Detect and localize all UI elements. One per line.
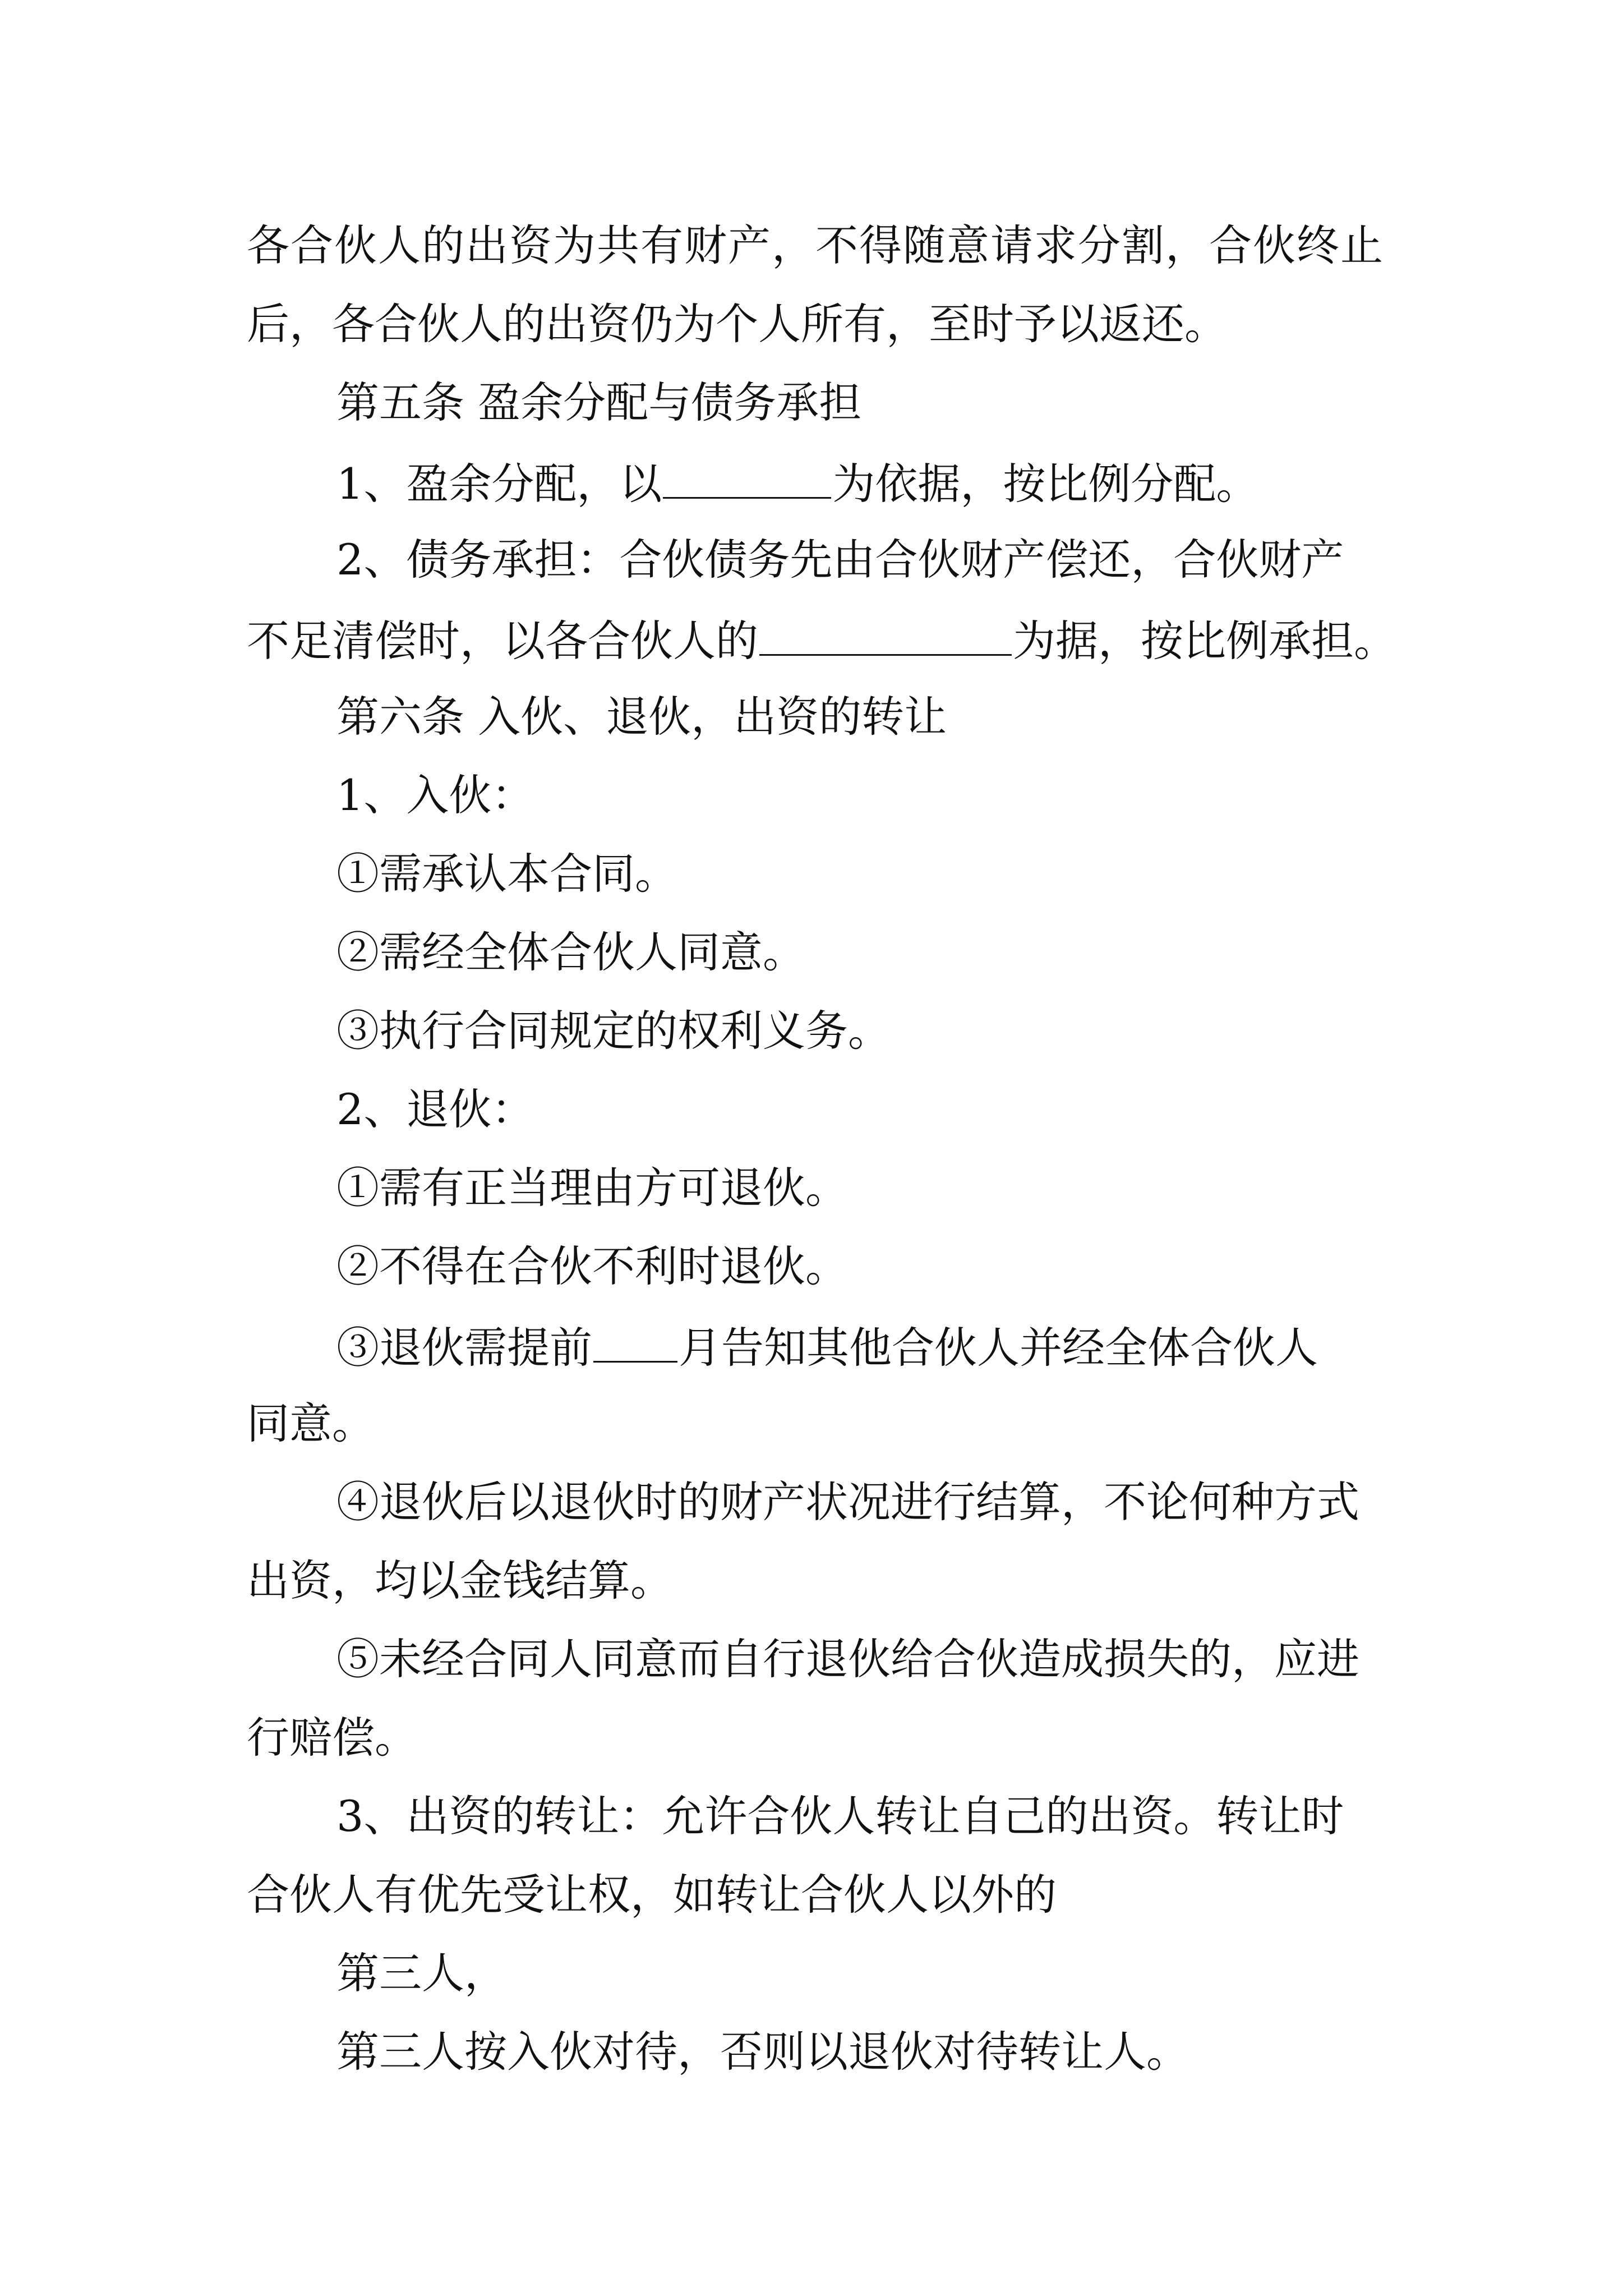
text-p1-line2: 后，各合伙人的出资仍为个人所有，至时予以返还。 (247, 299, 1227, 349)
article-6-item-3-line3 (336, 1948, 507, 1998)
article-5-item-1 (336, 459, 1259, 509)
article-5-item-1-post: 为依据，按比例分配。 (832, 459, 1259, 509)
fill-blank-surplus-basis (663, 460, 831, 499)
paragraph-line (247, 299, 1227, 349)
article-6-item-3-text: 3、出资的转让：允许合伙人转让自己的出资。转让时 (336, 1791, 1344, 1841)
article-6-item-2-4-line2-text: 出资，均以金钱结算。 (247, 1556, 673, 1605)
article-6-item-2-5-line2 (247, 1713, 417, 1763)
article-5-item-2-text: 2、债务承担：合伙债务先由合伙财产偿还，合伙财产 (336, 535, 1344, 585)
article-6-item-2-3-line2 (247, 1398, 375, 1448)
article-6-item-1-2-text: ②需经全体合伙人同意。 (336, 927, 805, 977)
article-6-item-3-line4 (336, 2027, 1189, 2077)
article-6-item-3-line4-text: 第三人按入伙对待，否则以退伙对待转让人。 (336, 2027, 1189, 2077)
article-6-title-text: 第六条 入伙、退伙，出资的转让 (336, 692, 947, 742)
article-6-item-1-2 (336, 927, 805, 977)
article-5-item-2-line2 (247, 616, 1396, 666)
article-6-item-2-1-text: ①需有正当理由方可退伙。 (336, 1163, 848, 1213)
article-6-item-2-3-pre: ③退伙需提前 (336, 1323, 592, 1373)
fill-blank-debt-basis (759, 617, 1012, 656)
text-p1-line1: 各合伙人的出资为共有财产，不得随意请求分割，合伙终止 (247, 220, 1384, 270)
article-5-item-2-post: 为据，按比例承担。 (1013, 616, 1396, 666)
article-6-item-2-5-line2-text: 行赔偿。 (247, 1713, 417, 1763)
article-6-item-3-line2-text: 合伙人有优先受让权，如转让合伙人以外的 (247, 1870, 1057, 1920)
article-6-item-2-3-post: 月告知其他合伙人并经全体合伙人 (679, 1323, 1318, 1373)
fill-blank-notice-months (593, 1324, 677, 1363)
article-6-item-1-text: 1、入伙： (336, 770, 534, 820)
article-6-item-1-1-text: ①需承认本合同。 (336, 849, 677, 899)
article-6-item-2-3-line2-text: 同意。 (247, 1398, 375, 1448)
article-6-item-3-line1 (336, 1791, 1344, 1841)
article-6-item-2-4-text: ④退伙后以退伙时的财产状况进行结算，不论何种方式 (336, 1477, 1359, 1527)
article-6-item-1-3-text: ③执行合同规定的权利义务。 (336, 1006, 891, 1056)
article-5-item-1-pre: 1、盈余分配，以 (336, 459, 662, 509)
article-6-item-1-3 (336, 1006, 891, 1056)
article-6-item-3-line3-text: 第三人， (336, 1948, 507, 1998)
article-5-item-2-pre: 不足清偿时，以各合伙人的 (247, 616, 758, 666)
article-6-item-2-1 (336, 1163, 848, 1213)
article-6-item-2 (336, 1084, 534, 1134)
article-6-item-2-5-text: ⑤未经合同人同意而自行退伙给合伙造成损失的，应进 (336, 1634, 1359, 1684)
article-6-item-1 (336, 770, 534, 820)
article-6-item-2-text: 2、退伙： (336, 1084, 534, 1134)
article-6-title (336, 692, 947, 742)
article-5-item-2-line1 (336, 535, 1344, 585)
paragraph-line (247, 220, 1385, 270)
article-6-item-2-3-line1 (336, 1323, 1318, 1373)
article-5-title (336, 378, 862, 427)
article-6-item-3-line2 (247, 1870, 1057, 1920)
article-6-item-2-4-line1 (336, 1477, 1359, 1527)
article-6-item-2-2-text: ②不得在合伙不利时退伙。 (336, 1241, 848, 1291)
article-6-item-2-5-line1 (336, 1634, 1359, 1684)
article-6-item-2-2 (336, 1241, 848, 1291)
article-5-title-text: 第五条 盈余分配与债务承担 (336, 378, 862, 427)
article-6-item-1-1 (336, 849, 677, 899)
article-6-item-2-4-line2 (247, 1556, 673, 1605)
